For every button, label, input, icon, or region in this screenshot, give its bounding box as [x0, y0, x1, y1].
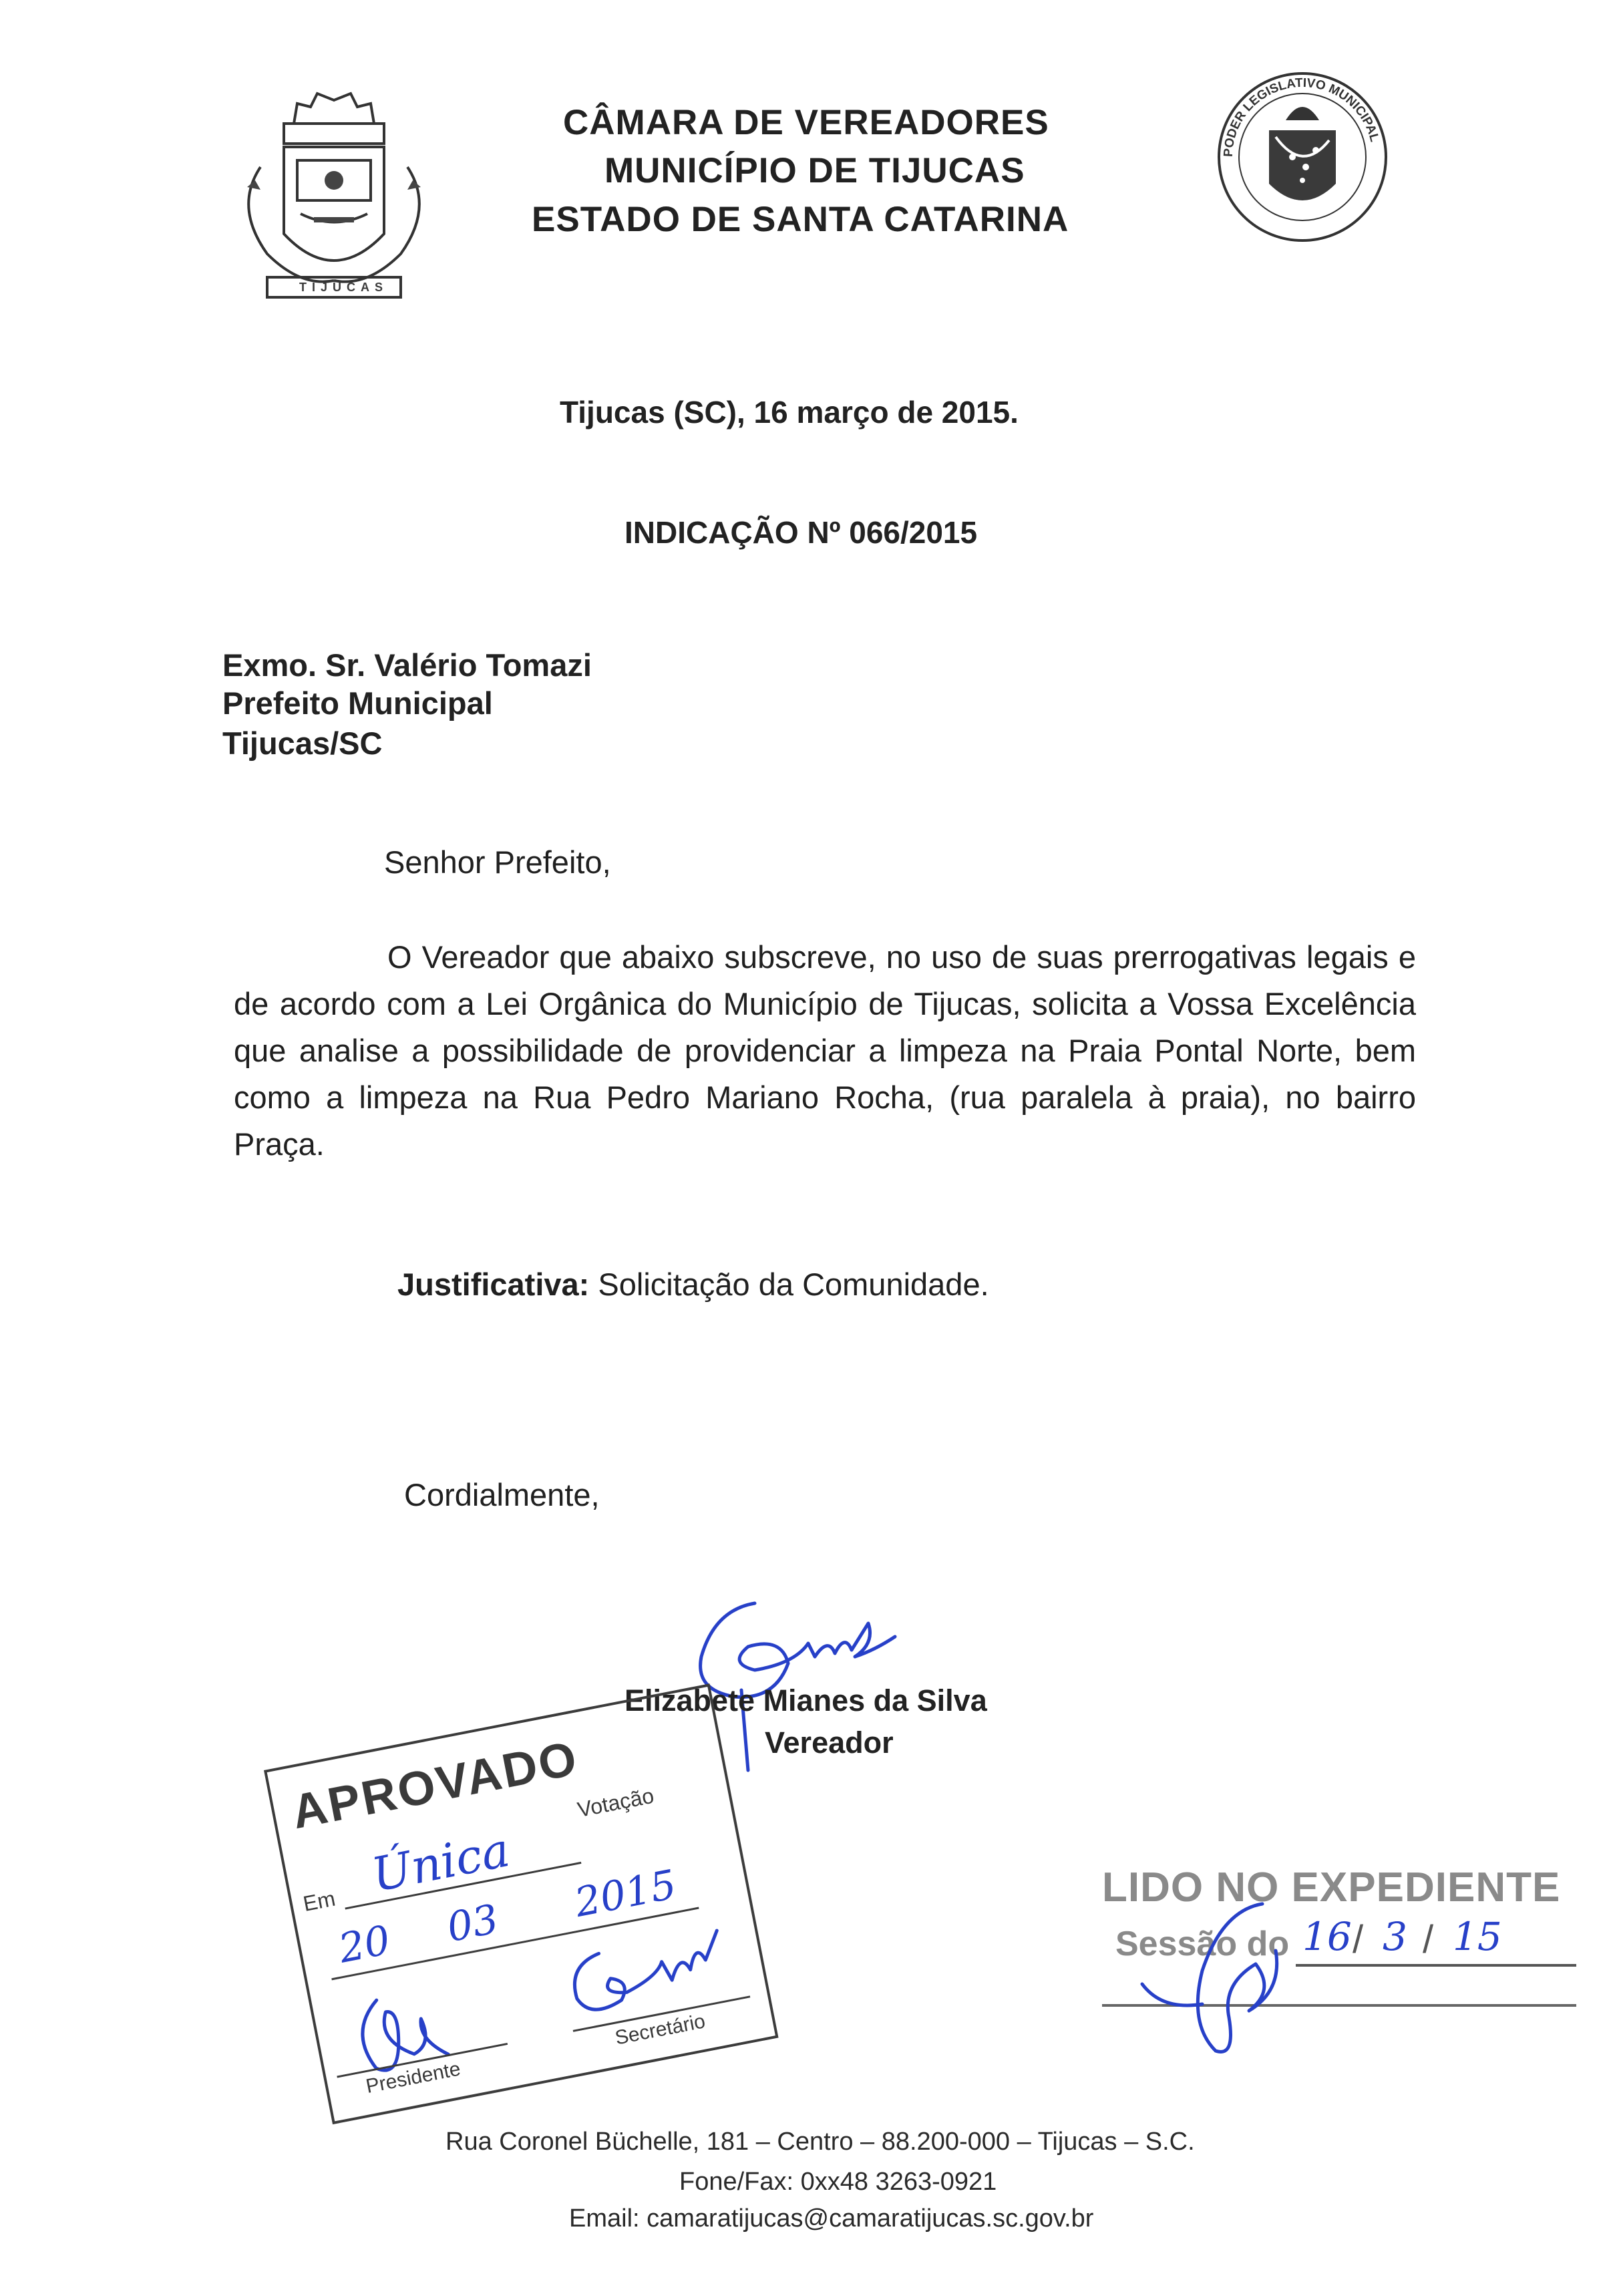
body-paragraph-text: O Vereador que abaixo subscreve, no uso de suas prerrogativas legais e de acordo com a Lei Orgânica do Município de Tijucas, solicita a Vossa Excelência que analise a possibilidade de providenciar a limpeza na Praia Pontal Norte, bem como a limpeza na Rua Pedro Mariano Rocha, (rua paralela à praia), no bairro Praça.: [234, 939, 1416, 1162]
read-session-month: 3: [1383, 1914, 1407, 1959]
recipient-title: Prefeito Municipal: [222, 685, 493, 721]
read-session-day: 16: [1302, 1914, 1352, 1959]
salutation: Senhor Prefeito,: [384, 844, 611, 880]
signer-role: Vereador: [765, 1726, 894, 1760]
legislative-seal-logo: [1212, 57, 1393, 251]
seal-ring-text: PODER LEGISLATIVO MUNICIPAL: [1221, 75, 1382, 158]
footer-phone: Fone/Fax: 0xx48 3263-0921: [679, 2168, 997, 2196]
footer-address: Rua Coronel Büchelle, 181 – Centro – 88.200-000 – Tijucas – S.C.: [445, 2128, 1195, 2156]
closing: Cordialmente,: [404, 1477, 600, 1512]
approved-em-label: Em: [301, 1886, 337, 1917]
approved-date-year: 2015: [570, 1861, 681, 1927]
read-stamp: [1102, 1864, 1576, 2064]
approved-stamp-title: APROVADO: [287, 1731, 583, 1840]
approved-vote-value: Única: [367, 1822, 514, 1903]
letter-date: Tijucas (SC), 16 março de 2015.: [560, 395, 1019, 430]
body-paragraph: [234, 934, 1416, 1168]
read-session-line: [1296, 1964, 1576, 1967]
recipient-name: Exmo. Sr. Valério Tomazi: [222, 647, 592, 683]
recipient-city: Tijucas/SC: [222, 725, 383, 761]
header-line-3: ESTADO DE SANTA CATARINA: [532, 200, 1069, 239]
secretary-label: Secretário: [613, 2010, 707, 2049]
read-stamp-title: LIDO NO EXPEDIENTE: [1102, 1864, 1561, 1911]
approved-vote-label: Votação: [575, 1783, 656, 1822]
signer-name: Elizabete Mianes da Silva: [624, 1683, 987, 1717]
footer-email: Email: camaratijucas@camaratijucas.sc.gov.br: [569, 2204, 1094, 2233]
read-stamp-signature: [1122, 1891, 1296, 2068]
indication-number: INDICAÇÃO Nº 066/2015: [624, 515, 978, 550]
read-session-label: Sessão do: [1115, 1925, 1290, 1963]
approved-date-day: 20: [335, 1917, 394, 1973]
approved-stamp: [264, 1683, 779, 2124]
justification-text: Solicitação da Comunidade.: [598, 1267, 989, 1302]
read-session-year: 15: [1453, 1914, 1502, 1959]
header-line-2: MUNICÍPIO DE TIJUCAS: [604, 151, 1025, 190]
read-sep-1: /: [1353, 1918, 1364, 1961]
justification-label: Justificativa:: [397, 1267, 590, 1302]
municipal-crest-logo: [220, 87, 448, 307]
approved-date-month: 03: [443, 1895, 502, 1952]
read-sep-2: /: [1423, 1918, 1434, 1961]
justification: [397, 1263, 989, 1307]
president-label: Presidente: [364, 2058, 463, 2098]
crest-ribbon-text: TIJUCAS: [299, 281, 389, 294]
header-line-1: CÂMARA DE VEREADORES: [563, 103, 1049, 142]
